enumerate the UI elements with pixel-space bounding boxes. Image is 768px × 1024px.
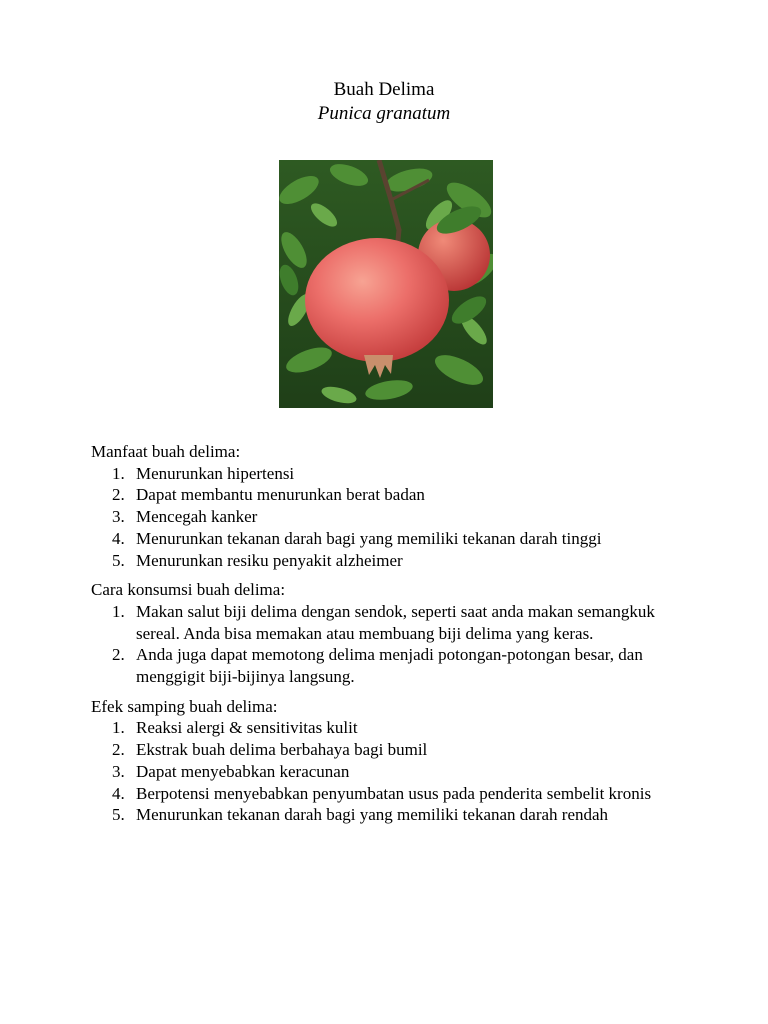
list-number: 1. (112, 601, 125, 621)
consumption-list (91, 601, 671, 688)
list-item-text: Mencegah kanker (136, 507, 258, 527)
list-item (91, 783, 671, 805)
list-item (91, 804, 671, 826)
list-number: 1. (112, 718, 125, 738)
list-item-text: Dapat membantu menurunkan berat badan (136, 485, 425, 505)
list-item (91, 644, 671, 687)
list-item-text: Anda juga dapat memotong delima menjadi potongan-potongan besar, dan menggigit biji-bijinya langsung. (136, 645, 643, 687)
list-item-text: Reaksi alergi & sensitivitas kulit (136, 718, 358, 738)
section-consumption (91, 579, 671, 688)
list-item-text: Menurunkan hipertensi (136, 463, 295, 483)
title-block (0, 78, 768, 126)
section-side-effects (91, 696, 671, 826)
list-item (91, 761, 671, 783)
content-body (91, 441, 671, 834)
list-number: 2. (112, 740, 125, 760)
section-heading: Cara konsumsi buah delima: (91, 580, 286, 600)
list-item-text: Berpotensi menyebabkan penyumbatan usus pada penderita sembelit kronis (136, 783, 652, 803)
list-number: 3. (112, 507, 125, 527)
list-number: 5. (112, 550, 125, 570)
list-item-text: Menurunkan tekanan darah bagi yang memiliki tekanan darah tinggi (136, 528, 602, 548)
list-number: 3. (112, 761, 125, 781)
list-item (91, 550, 671, 572)
list-number: 2. (112, 485, 125, 505)
list-number: 5. (112, 805, 125, 825)
list-item-text: Menurunkan tekanan darah bagi yang memiliki tekanan darah rendah (136, 805, 609, 825)
list-item (91, 739, 671, 761)
section-benefits (91, 441, 671, 571)
list-item-text: Menurunkan resiku penyakit alzheimer (136, 550, 403, 570)
list-item (91, 717, 671, 739)
list-item-text: Makan salut biji delima dengan sendok, seperti saat anda makan semangkuk sereal. Anda bisa memakan atau membuang biji delima yang keras. (136, 601, 655, 643)
list-item (91, 463, 671, 485)
pomegranate-photo (279, 160, 493, 408)
document-subtitle: Punica granatum (317, 103, 451, 124)
list-number: 4. (112, 783, 125, 803)
list-item (91, 484, 671, 506)
side-effects-list (91, 717, 671, 826)
list-number: 4. (112, 528, 125, 548)
list-number: 1. (112, 463, 125, 483)
section-heading: Efek samping buah delima: (91, 696, 278, 716)
list-item-text: Dapat menyebabkan keracunan (136, 761, 350, 781)
section-heading: Manfaat buah delima: (91, 442, 241, 461)
list-item (91, 506, 671, 528)
document-title: Buah Delima (333, 79, 435, 100)
list-number: 2. (112, 645, 125, 665)
benefits-list (91, 463, 671, 572)
list-item-text: Ekstrak buah delima berbahaya bagi bumil (136, 740, 428, 760)
list-item (91, 601, 671, 644)
list-item (91, 528, 671, 550)
